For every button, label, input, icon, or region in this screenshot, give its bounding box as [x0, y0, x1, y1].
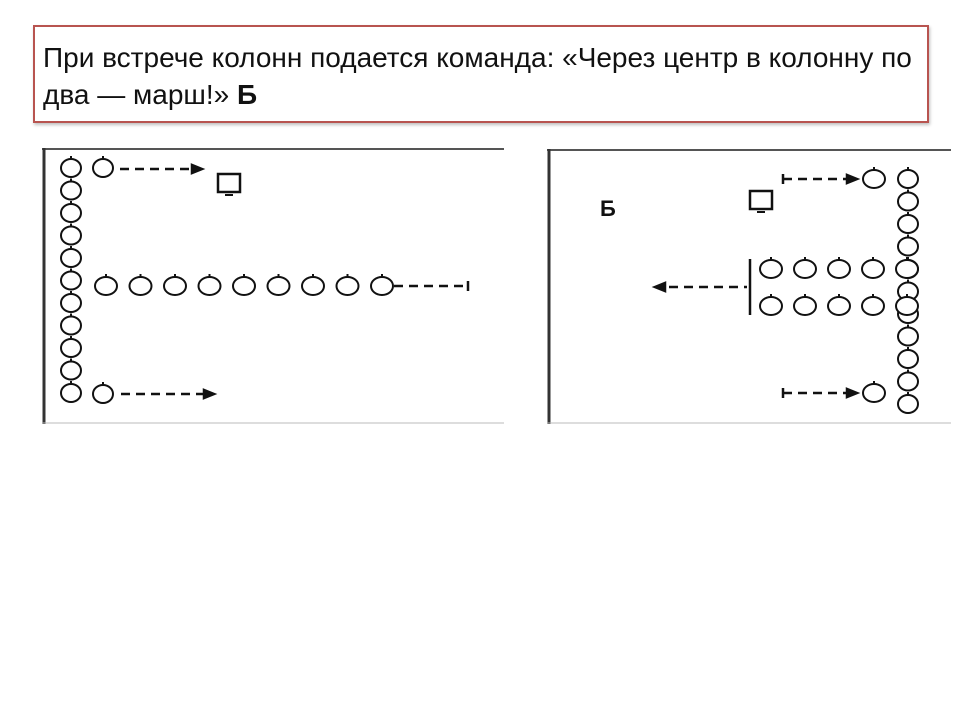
column-person: [898, 193, 918, 211]
column-person: [61, 249, 81, 267]
top-arrow-head-icon: [847, 175, 857, 183]
double-column-person: [828, 297, 850, 315]
top-row-person: [863, 170, 885, 188]
double-column-person: [794, 260, 816, 278]
middle-row-person: [337, 277, 359, 295]
diagram-before-canvas: [42, 148, 504, 424]
double-column-person: [862, 297, 884, 315]
column-person: [61, 227, 81, 245]
column-person: [898, 170, 918, 188]
commander-marker: [218, 174, 240, 192]
middle-row-person: [371, 277, 393, 295]
column-person: [61, 159, 81, 177]
middle-row-person: [233, 277, 255, 295]
column-person: [61, 317, 81, 335]
column-person: [61, 204, 81, 222]
bottom-row-person: [863, 384, 885, 402]
double-column-person: [794, 297, 816, 315]
top-arrow-head-icon: [192, 165, 202, 173]
middle-row-person: [164, 277, 186, 295]
diagram-before: [42, 148, 504, 424]
bottom-arrow-head-icon: [204, 390, 214, 398]
column-person: [898, 395, 918, 413]
middle-row-person: [95, 277, 117, 295]
column-person: [61, 362, 81, 380]
question-box: [33, 25, 929, 123]
double-column-person: [760, 260, 782, 278]
top-row-person: [93, 159, 113, 177]
question-answer-letter: Б: [237, 79, 258, 110]
question-main: При встрече колонн подается команда: «Через центр в колонну по два — марш!»: [43, 42, 912, 110]
column-person: [61, 272, 81, 290]
column-person: [898, 350, 918, 368]
middle-row-person: [302, 277, 324, 295]
double-column-person: [828, 260, 850, 278]
diagram-after-canvas: [547, 149, 951, 424]
double-column-person: [896, 260, 918, 278]
diagram-after: [547, 149, 951, 424]
middle-row-person: [268, 277, 290, 295]
column-person: [61, 339, 81, 357]
column-person: [898, 215, 918, 233]
middle-row-person: [130, 277, 152, 295]
bottom-row-person: [93, 385, 113, 403]
column-person: [898, 328, 918, 346]
column-person: [61, 384, 81, 402]
question-text: [43, 39, 917, 113]
exit-arrow-head-icon: [655, 283, 665, 291]
column-person: [898, 373, 918, 391]
column-person: [61, 182, 81, 200]
double-column-person: [862, 260, 884, 278]
double-column-person: [760, 297, 782, 315]
column-person: [898, 238, 918, 256]
diagram-label: Б: [600, 196, 616, 221]
middle-row-person: [199, 277, 221, 295]
bottom-arrow-head-icon: [847, 389, 857, 397]
commander-marker: [750, 191, 772, 209]
column-person: [61, 294, 81, 312]
double-column-person: [896, 297, 918, 315]
